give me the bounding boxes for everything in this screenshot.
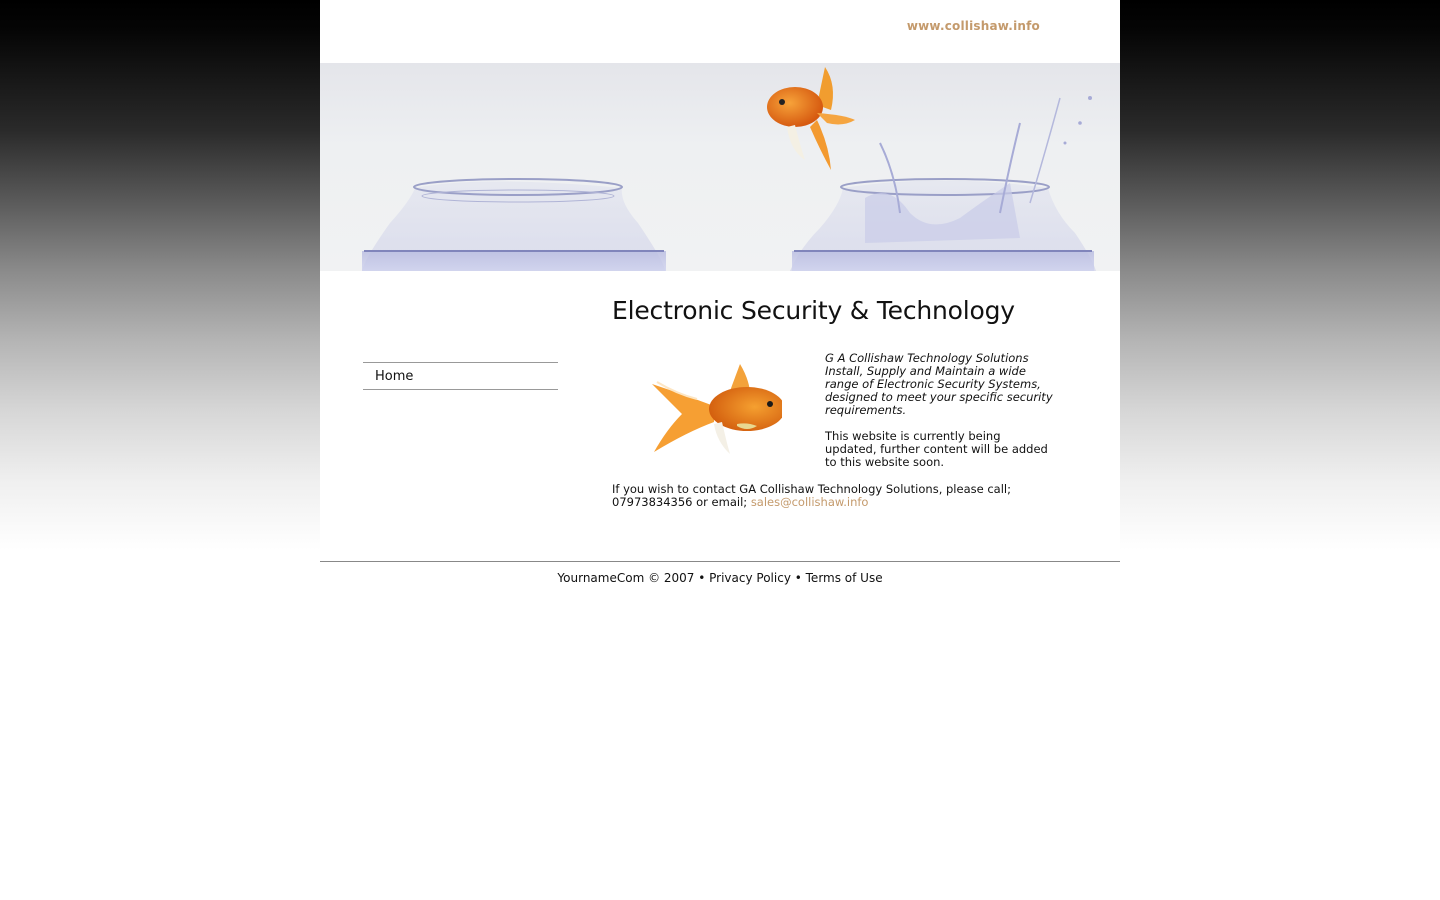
email-link[interactable]: sales@collishaw.info [750, 495, 869, 509]
nav-item-home[interactable]: Home [363, 362, 558, 390]
intro-italic-paragraph: G A Collishaw Technology Solutions Install, Supply and Maintain a wide range of Electronic Security Systems, designed to meet your specific security requirements. [825, 351, 1053, 417]
footer-separator: • [694, 571, 710, 585]
goldfish-image [642, 354, 782, 462]
privacy-policy-link[interactable]: Privacy Policy [709, 571, 791, 585]
intro-text [825, 352, 1055, 482]
fishbowls-illustration [320, 63, 1120, 271]
main-content [612, 296, 1062, 509]
terms-of-use-link[interactable]: Terms of Use [805, 571, 883, 585]
footer-separator: • [790, 571, 806, 585]
contact-text: If you wish to contact GA Collishaw Technology Solutions, please call; 07973834356 or email; [612, 482, 1011, 509]
site-url-link[interactable]: www.collishaw.info [906, 19, 1040, 33]
page-container [320, 0, 1120, 555]
footer-copyright: YournameCom © 2007 [557, 571, 695, 585]
banner-image [320, 63, 1120, 271]
footer [320, 571, 1120, 585]
sidebar-nav [363, 362, 558, 390]
update-notice-paragraph: This website is currently being updated, further content will be added to this website soon. [825, 429, 1048, 469]
header [320, 0, 1120, 63]
contact-paragraph [612, 483, 1072, 509]
footer-divider [320, 561, 1120, 562]
page-title: Electronic Security & Technology [612, 296, 1015, 325]
